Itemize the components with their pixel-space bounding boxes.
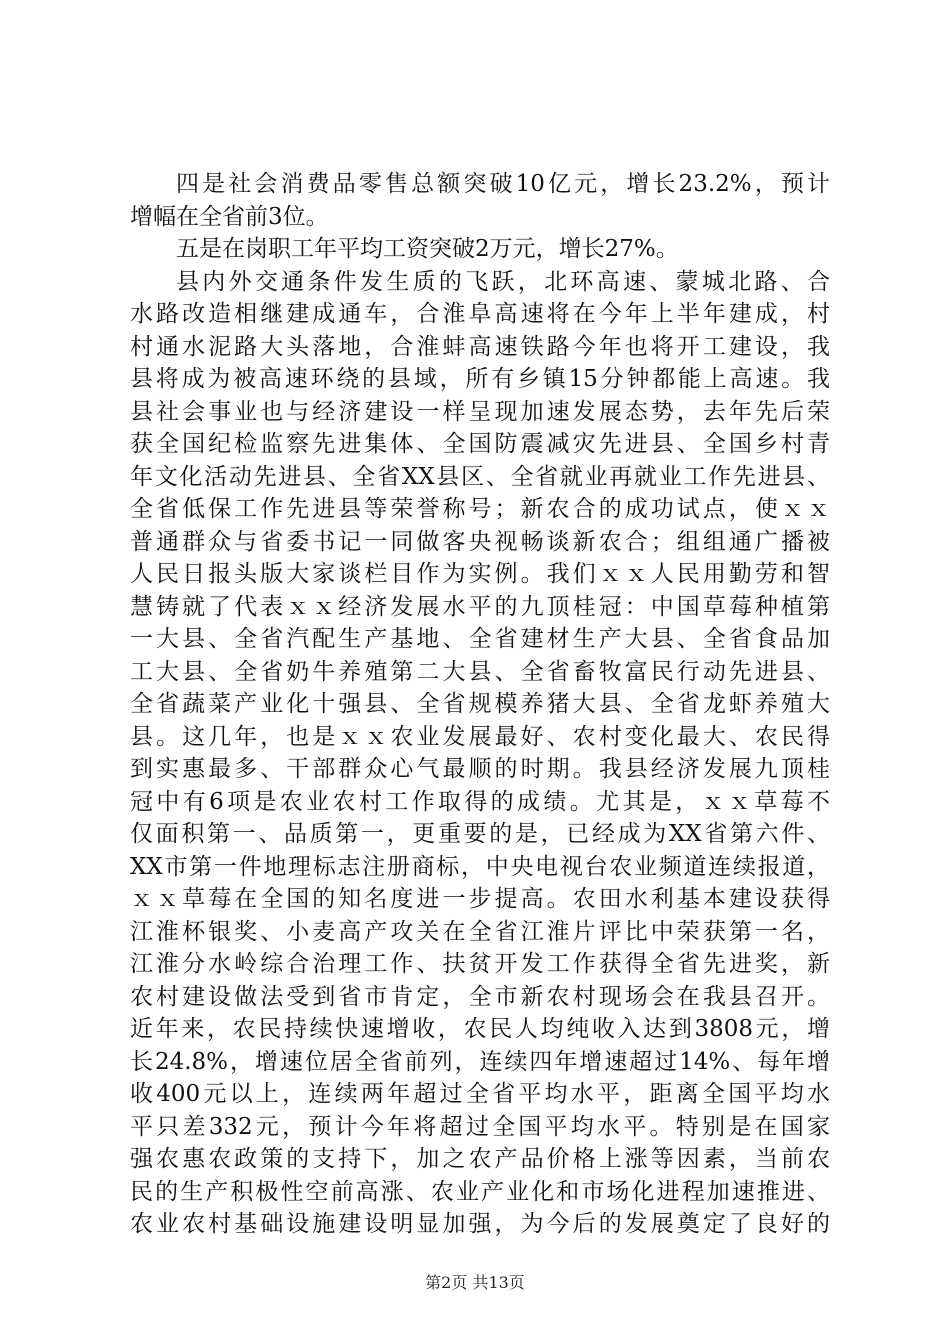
text-line: 收400元以上，连续两年超过全省平均水平，距离全国平均水 <box>130 1081 830 1107</box>
text-line: XX市第一件地理标志注册商标，中央电视台农业频道连续报道， <box>130 853 830 880</box>
text-line: 全省蔬菜产业化十强县、全省规模养猪大县、全省龙虾养殖大 <box>130 691 830 717</box>
text-line: 民的生产积极性空前高涨、农业产业化和市场化进程加速推进、 <box>130 1178 830 1205</box>
text-line: 工大县、全省奶牛养殖第二大县、全省畜牧富民行动先进县、 <box>130 658 830 685</box>
text-line: 获全国纪检监察先进集体、全国防震减灾先进县、全国乡村青 <box>130 431 830 457</box>
text-line: 仅面积第一、品质第一，更重要的是，已经成为XX省第六件、 <box>130 821 830 847</box>
text-line: 强农惠农政策的支持下，加之农产品价格上涨等因素，当前农 <box>130 1146 830 1172</box>
text-line: 一大县、全省汽配生产基地、全省建材生产大县、全省食品加 <box>130 626 830 652</box>
text-line: 农业农村基础设施建设明显加强，为今后的发展奠定了良好的 <box>130 1211 830 1237</box>
text-line: 增幅在全省前3位。 <box>130 203 329 230</box>
text-line: ｘｘ草莓在全国的知名度进一步提高。农田水利基本建设获得 <box>130 886 830 912</box>
text-line: 普通群众与省委书记一同做客央视畅谈新农合；组组通广播被 <box>130 528 830 555</box>
text-line: 全省低保工作先进县等荣誉称号；新农合的成功试点，使ｘｘ <box>130 496 830 522</box>
text-line: 长24.8%，增速位居全省前列，连续四年增速超过14%、每年增 <box>130 1048 830 1075</box>
text-line: 平只差332元，预计今年将超过全国平均水平。特别是在国家 <box>130 1113 830 1140</box>
text-line: 县。这几年，也是ｘｘ农业发展最好、农村变化最大、农民得 <box>130 723 830 750</box>
text-line: 近年来，农民持续快速增收，农民人均纯收入达到3808元，增 <box>130 1016 830 1042</box>
text-line: 农村建设做法受到省市肯定，全市新农村现场会在我县召开。 <box>130 983 830 1010</box>
text-line: 年文化活动先进县、全省XX县区、全省就业再就业工作先进县、 <box>130 463 830 490</box>
text-line: 冠中有6项是农业农村工作取得的成绩。尤其是，ｘｘ草莓不 <box>130 788 830 815</box>
text-line: 县内外交通条件发生质的飞跃，北环高速、蒙城北路、合 <box>176 268 830 295</box>
text-line: 村通水泥路大头落地，合淮蚌高速铁路今年也将开工建设，我 <box>130 333 830 360</box>
text-line: 水路改造相继建成通车，合淮阜高速将在今年上半年建成，村 <box>130 301 830 327</box>
text-line: 四是社会消费品零售总额突破10亿元，增长23.2%，预计 <box>176 171 830 197</box>
page-number-footer: 第2页 共13页 <box>425 1273 525 1292</box>
text-line: 人民日报头版大家谈栏目作为实例。我们ｘｘ人民用勤劳和智 <box>130 561 830 587</box>
text-line: 到实惠最多、干部群众心气最顺的时期。我县经济发展九顶桂 <box>130 756 830 782</box>
text-line: 江淮杯银奖、小麦高产攻关在全省江淮片评比中荣获第一名， <box>130 918 830 945</box>
text-line: 县社会事业也与经济建设一样呈现加速发展态势，去年先后荣 <box>130 398 830 425</box>
text-line: 江淮分水岭综合治理工作、扶贫开发工作获得全省先进奖，新 <box>130 951 830 977</box>
text-line: 五是在岗职工年平均工资突破2万元，增长27%。 <box>176 236 679 262</box>
text-line: 县将成为被高速环绕的县域，所有乡镇15分钟都能上高速。我 <box>130 366 830 392</box>
body-text <box>130 168 830 1241</box>
text-line: 慧铸就了代表ｘｘ经济发展水平的九顶桂冠：中国草莓种植第 <box>130 593 830 620</box>
